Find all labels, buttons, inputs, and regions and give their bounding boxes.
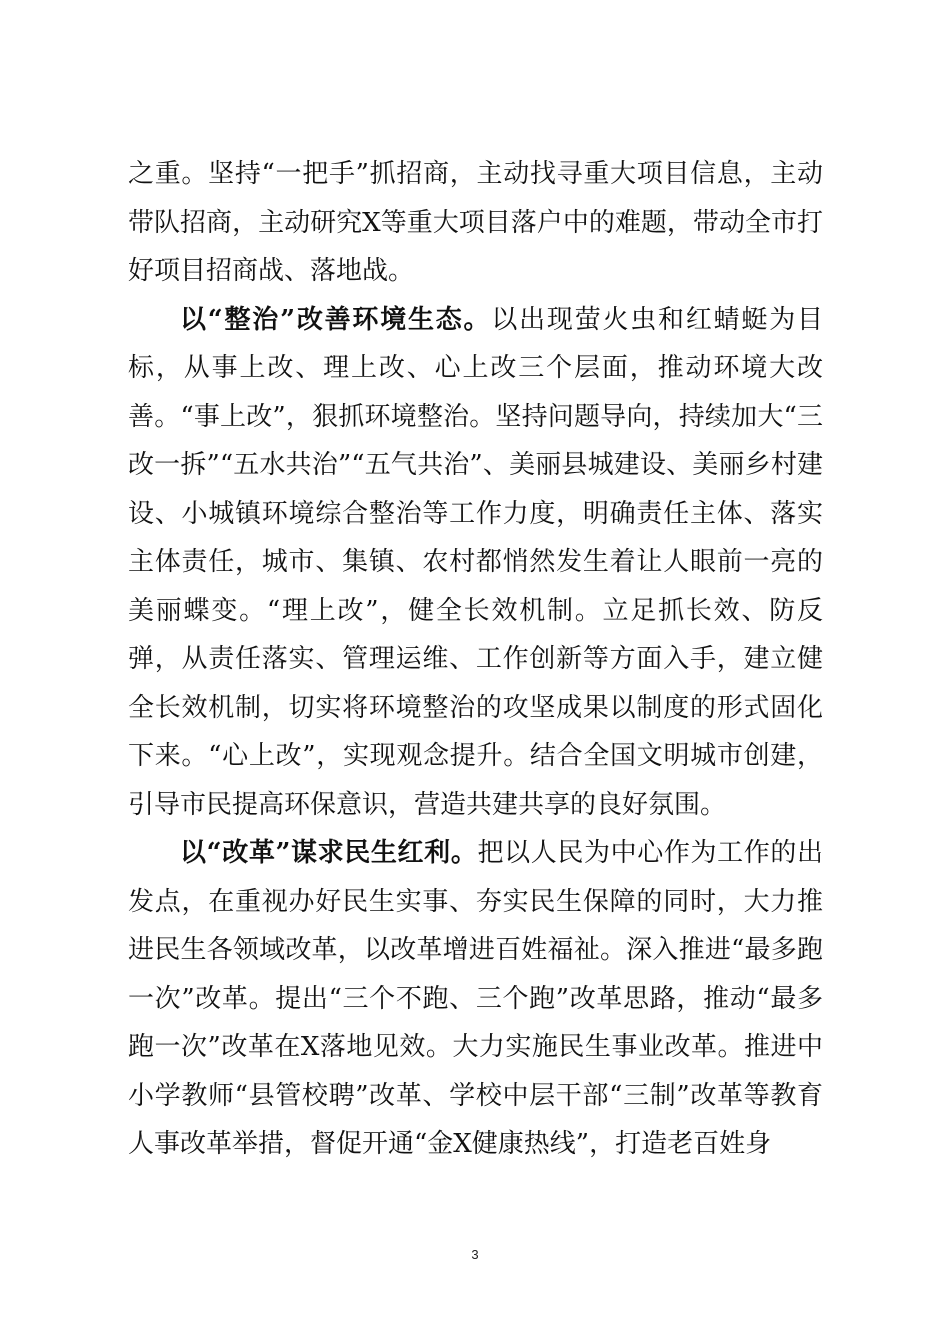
paragraph-heading: 以“改革”谋求民生红利。 xyxy=(180,838,478,868)
paragraph-text: 把以人民为中心作为工作的出发点，在重视办好民生实事、夯实民生保障的同时，大力推进民生各领域改革，以改革增进百姓福祉。深入推进“最多跑一次”改革。提出“三个不跑、三个跑”改革思路，推动“最多跑一次”改革在X落地见效。大力实施民生事业改革。推进中小学教师“县管校聘”改革、学校中层干部“三制”改革等教育人事改革举措，督促开通“金X健康热线”，打造老百姓身 xyxy=(128,838,823,1159)
paragraph-text: 之重。坚持“一把手”抓招商，主动找寻重大项目信息，主动带队招商，主动研究X等重大项目落户中的难题，带动全市打好项目招商战、落地战。 xyxy=(128,159,823,286)
paragraph-heading: 以“整治”改善环境生态。 xyxy=(180,304,492,335)
paragraph-reform xyxy=(128,829,823,1169)
paragraph-continuation xyxy=(128,150,823,296)
paragraph-environment xyxy=(128,296,823,830)
paragraph-text: 以出现萤火虫和红蜻蜓为目标，从事上改、理上改、心上改三个层面，推动环境大改善。“事上改”，狠抓环境整治。坚持问题导向，持续加大“三改一拆”“五水共治”“五气共治”、美丽县城建设、美丽乡村建设、小城镇环境综合整治等工作力度，明确责任主体、落实主体责任，城市、集镇、农村都悄然发生着让人眼前一亮的美丽蝶变。“理上改”，健全长效机制。立足抓长效、防反弹，从责任落实、管理运维、工作创新等方面入手，建立健全长效机制，切实将环境整治的攻坚成果以制度的形式固化下来。“心上改”，实现观念提升。结合全国文明城市创建，引导市民提高环保意识，营造共建共享的良好氛围。 xyxy=(128,304,823,820)
document-body xyxy=(128,150,823,1169)
page-number: 3 xyxy=(471,1247,479,1262)
